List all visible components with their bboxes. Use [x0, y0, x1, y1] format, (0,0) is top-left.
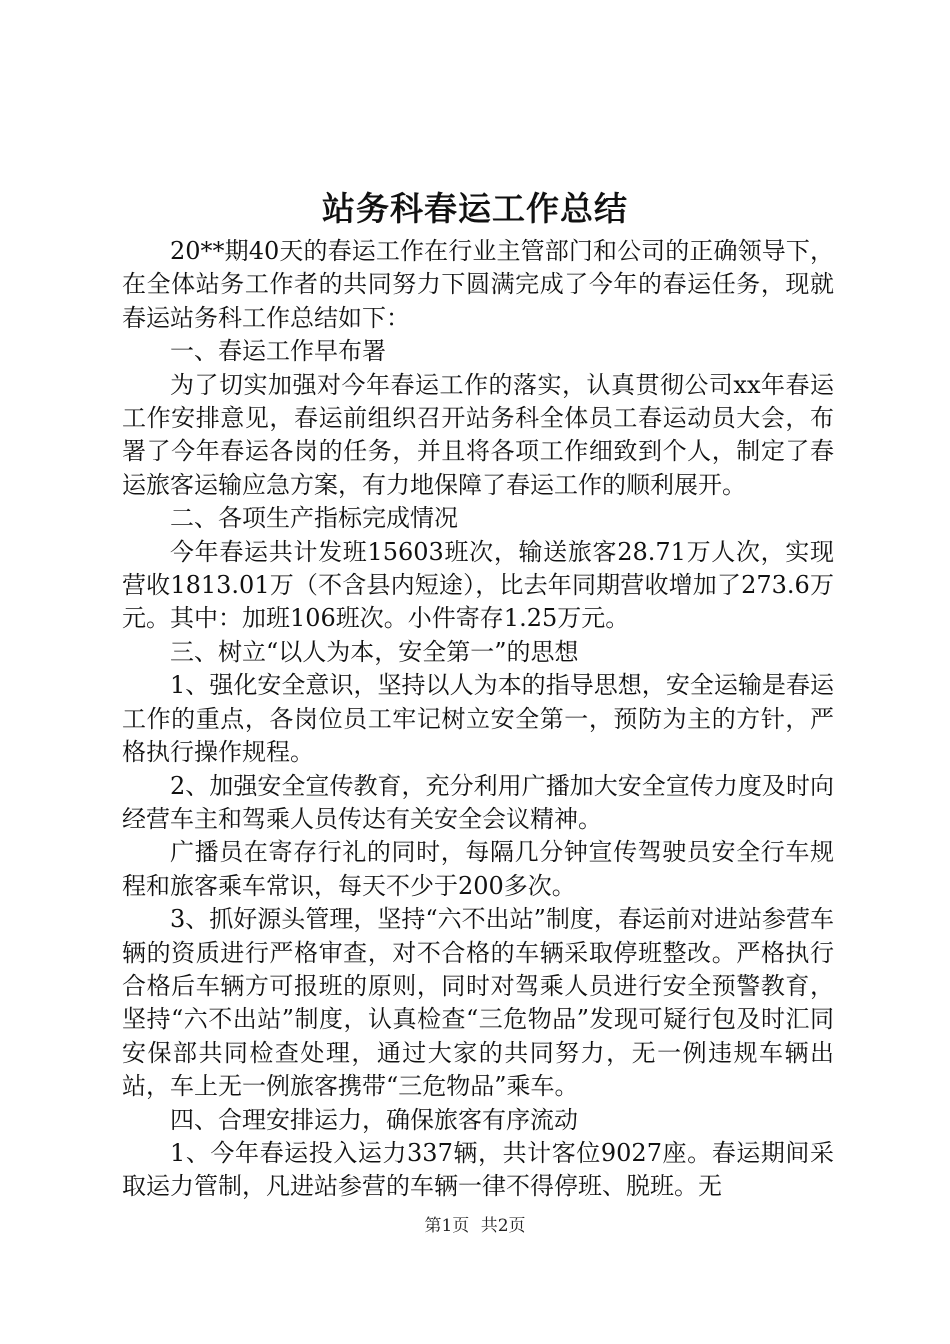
section-heading-1: 一、春运工作早布署	[170, 337, 386, 366]
page-number: 第1页	[424, 1216, 470, 1236]
document-title: 站务科春运工作总结	[322, 189, 628, 228]
page-total: 共2页	[480, 1216, 526, 1236]
section-heading-2: 二、各项生产指标完成情况	[170, 504, 458, 533]
section-heading-3: 三、树立“以人为本，安全第一”的思想	[170, 637, 579, 666]
section-3-item-1: 1、强化安全意识，坚持以人为本的指导思想，安全运输是春运工作的重点，各岗位员工牢记树立安全第一，预防为主的方针，严格执行操作规程。	[122, 671, 834, 767]
section-3-item-3: 3、抓好源头管理，坚持“六不出站”制度，春运前对进站参营车辆的资质进行严格审查，对不合格的车辆采取停班整改。严格执行合格后车辆方可报班的原则，同时对驾乘人员进行安全预警教育，坚持“六不出站”制度，认真检查“三危物品”发现可疑行包及时汇同安保部共同检查处理，通过大家的共同努力，无一例违规车辆出站，车上无一例旅客携带“三危物品”乘车。	[122, 905, 834, 1101]
section-3-broadcast-paragraph: 广播员在寄存行礼的同时，每隔几分钟宣传驾驶员安全行车规程和旅客乘车常识，每天不少于200多次。	[122, 838, 834, 900]
page-footer	[0, 1214, 950, 1238]
section-3-item-2: 2、加强安全宣传教育，充分利用广播加大安全宣传力度及时向经营车主和驾乘人员传达有关安全会议精神。	[122, 771, 834, 833]
section-4-item-1: 1、今年春运投入运力337辆，共计客位9027座。春运期间采取运力管制，凡进站参营的车辆一律不得停班、脱班。无	[122, 1138, 834, 1201]
document-body	[122, 235, 834, 1204]
section-1-paragraph: 为了切实加强对今年春运工作的落实，认真贯彻公司xx年春运工作安排意见，春运前组织召开站务科全体员工春运动员大会，布署了今年春运各岗的任务，并且将各项工作细致到个人，制定了春运旅客运输应急方案，有力地保障了春运工作的顺利展开。	[122, 370, 834, 499]
section-heading-4: 四、合理安排运力，确保旅客有序流动	[170, 1105, 578, 1134]
section-2-paragraph: 今年春运共计发班15603班次，输送旅客28.71万人次，实现营收1813.01万（不含县内短途），比去年同期营收增加了273.6万元。其中：加班106班次。小件寄存1.25万元。	[122, 537, 834, 633]
intro-paragraph: 20**期40天的春运工作在行业主管部门和公司的正确领导下，在全体站务工作者的共同努力下圆满完成了今年的春运任务，现就春运站务科工作总结如下：	[122, 237, 834, 332]
